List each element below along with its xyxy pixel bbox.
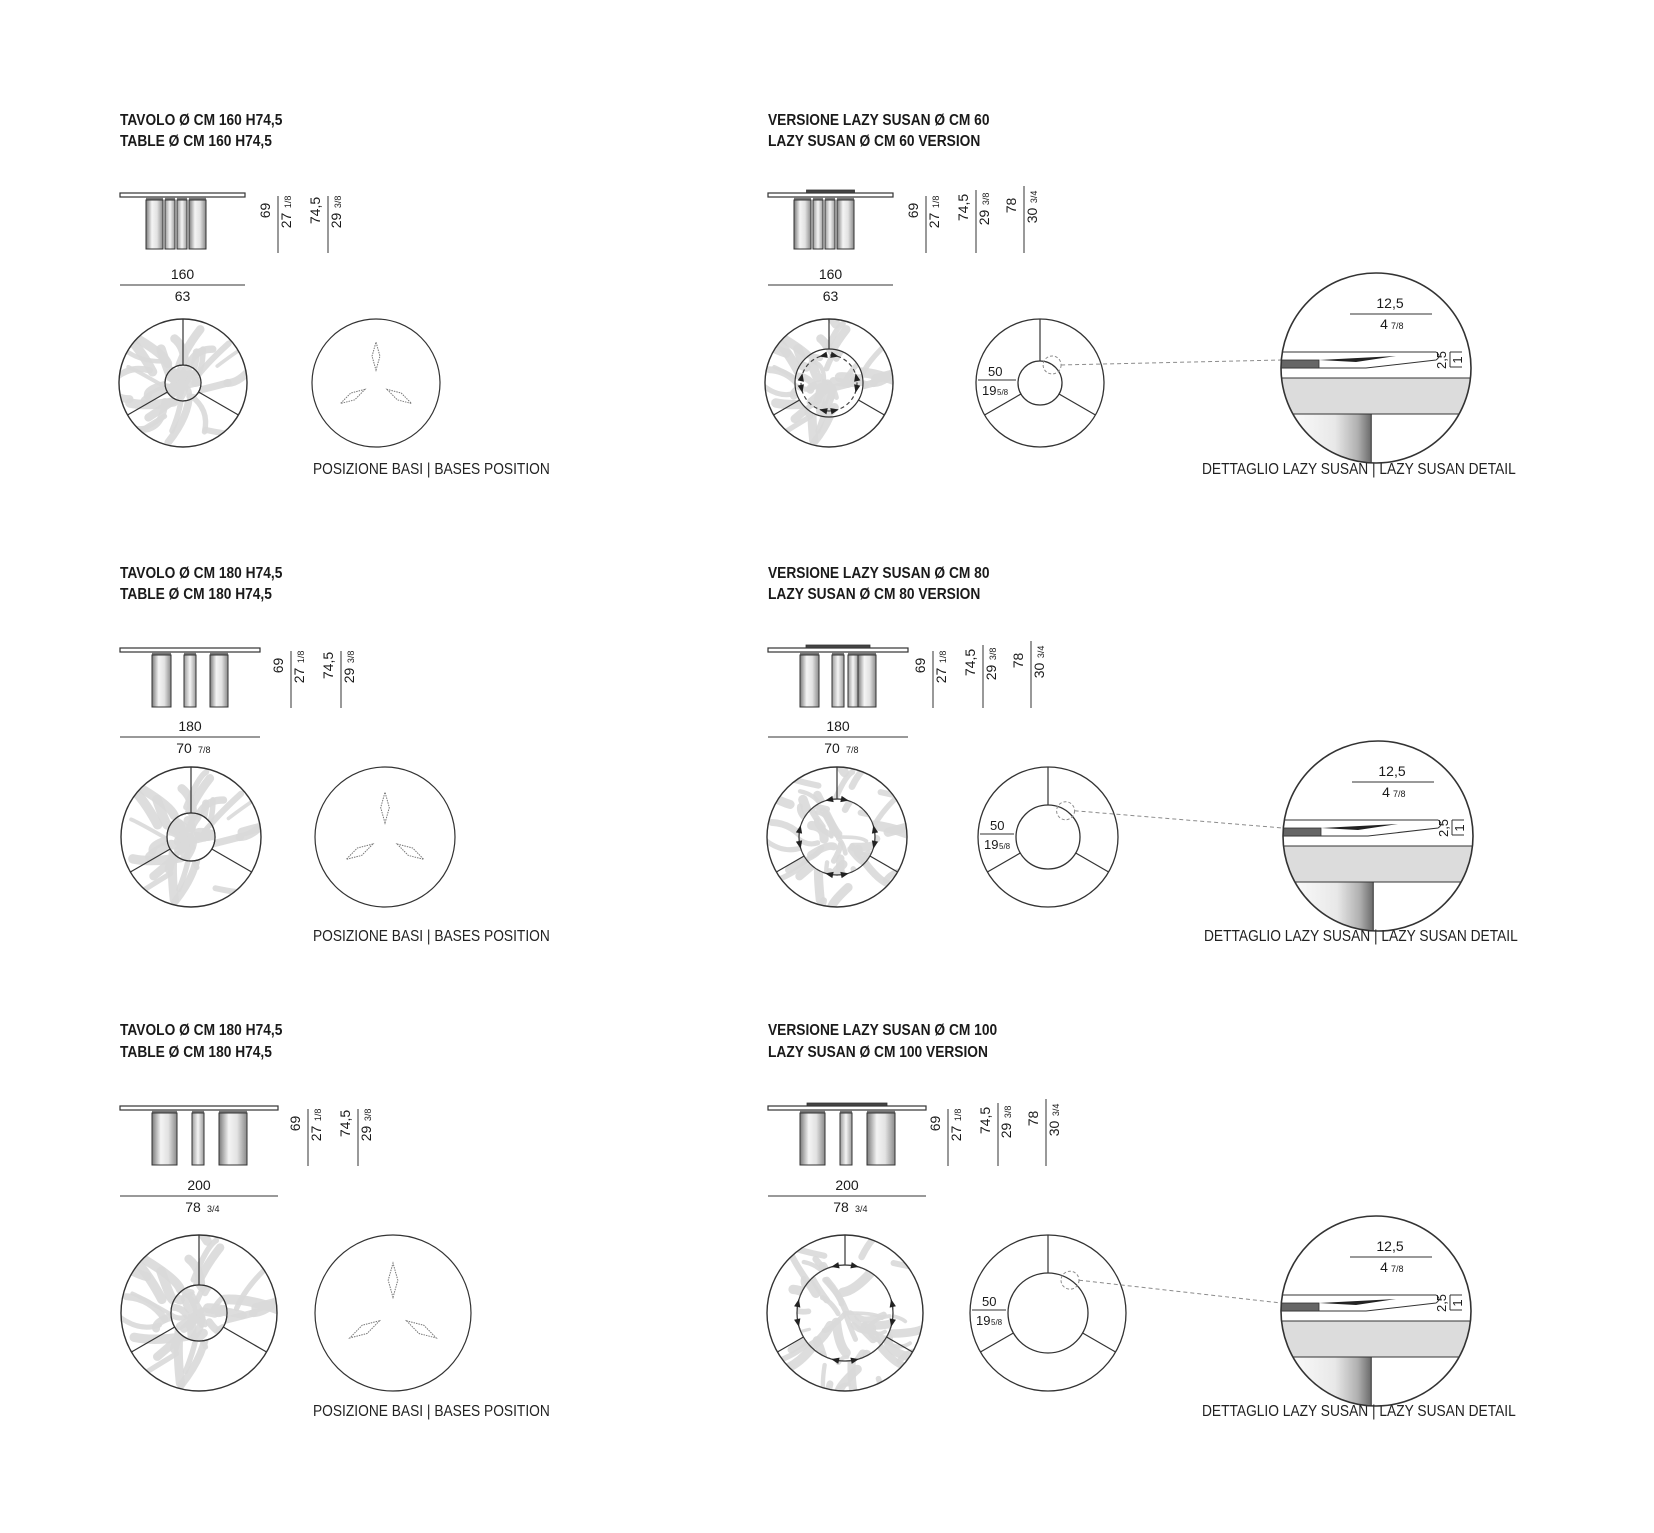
table-drawing-1 [87, 193, 440, 447]
height-total-dimension-in-value: 29 [983, 664, 999, 681]
detail-height-in: 1 [1452, 824, 1467, 832]
height-total-dimension-in [328, 196, 344, 229]
base-column [177, 200, 187, 249]
width-dimension-in-value: 63 [174, 288, 191, 304]
height-total-dimension-in-fraction: 3/8 [988, 647, 998, 661]
height-total-dimension-in [358, 1109, 374, 1142]
detail-height-cm: 2,5 [1434, 350, 1449, 370]
table-plan-view [101, 1213, 319, 1391]
table-outline-circle [315, 767, 455, 907]
height-top-dimension-in-fraction: 1/8 [283, 195, 293, 209]
detail-height-in-group [1450, 1299, 1465, 1306]
height-ls-dimension-in-fraction: 3/4 [1029, 190, 1039, 204]
offset-cm: 50 [982, 1294, 997, 1309]
table-plan-view [87, 319, 257, 447]
lazy-susan-plan-view [749, 301, 928, 447]
ring-inner [1008, 1273, 1088, 1353]
height-top-dimension-in-value: 27 [291, 667, 307, 684]
height-ls-dimension-in-fraction: 3/4 [1051, 1103, 1061, 1117]
height-total-dimension-in [976, 193, 992, 226]
ls-3-caption: DETTAGLIO LAZY SUSAN | LAZY SUSAN DETAIL [1202, 1403, 1516, 1420]
height-ls-dimension-cm [1010, 653, 1026, 669]
height-top-dimension-in [308, 1109, 324, 1142]
width-dimension-cm: 160 [170, 266, 195, 282]
offset-cm: 50 [988, 364, 1003, 379]
base-column [858, 655, 876, 707]
base-column [840, 1113, 852, 1165]
ls-2-title-en: LAZY SUSAN Ø CM 80 VERSION [768, 586, 981, 603]
height-top-dimension-in-fraction: 1/8 [313, 1108, 323, 1122]
height-total-dimension-in-value: 29 [358, 1125, 374, 1142]
table-top-edge [768, 648, 908, 652]
height-ls-dimension-cm [1025, 1111, 1041, 1127]
ls-1-title-it: VERSIONE LAZY SUSAN Ø CM 60 [768, 112, 990, 129]
height-ls-dimension-in-fraction: 3/4 [1036, 645, 1046, 659]
height-total-dimension-cm [307, 197, 323, 224]
table-1-caption: POSIZIONE BASI | BASES POSITION [313, 461, 550, 478]
height-top-dimension-in-fraction: 1/8 [931, 195, 941, 209]
height-top-dimension-in-value: 27 [948, 1125, 964, 1142]
ls-2-title-it: VERSIONE LAZY SUSAN Ø CM 80 [768, 565, 990, 582]
height-total-dimension-in-fraction: 3/8 [1003, 1105, 1013, 1119]
table-3-caption: POSIZIONE BASI | BASES POSITION [313, 1403, 550, 1420]
width-dimension-in-value: 78 [185, 1199, 201, 1215]
detail-width-in: 4 [1382, 784, 1390, 800]
detail-height-in: 1 [1450, 1299, 1465, 1307]
base-column [800, 1113, 825, 1165]
detail-height-cm-group [1436, 819, 1451, 837]
height-top-dimension-in-fraction: 1/8 [296, 650, 306, 664]
detail-height-cm-group [1434, 351, 1449, 369]
height-total-dimension-cm-value: 74,5 [337, 1109, 353, 1138]
ls-1-caption: DETTAGLIO LAZY SUSAN | LAZY SUSAN DETAIL [1202, 461, 1516, 478]
height-total-dimension-in-value: 29 [998, 1122, 1014, 1139]
base-column [152, 655, 171, 707]
height-total-dimension-in-fraction: 3/8 [346, 650, 356, 664]
width-dimension-in [833, 1199, 867, 1215]
offset-in: 19 [976, 1313, 991, 1328]
height-top-dimension-in [278, 196, 294, 229]
table-2-title-it: TAVOLO Ø CM 180 H74,5 [120, 565, 283, 582]
width-dimension-in [185, 1199, 219, 1215]
width-dimension-in-fraction: 3/4 [855, 1204, 868, 1214]
detail-width-cm: 12,5 [1376, 1238, 1404, 1254]
height-top-dimension-cm [927, 1116, 943, 1132]
base-column [867, 1113, 895, 1165]
detail-content [1283, 820, 1473, 977]
offset-in: 19 [984, 837, 999, 852]
lazy-susan-plan-view [761, 1220, 946, 1429]
height-total-dimension-in [983, 648, 999, 681]
offset-in-fraction: 5/8 [999, 842, 1011, 851]
width-dimension-cm: 180 [178, 718, 202, 734]
height-top-dimension-in [933, 651, 949, 684]
detail-width-in: 4 [1380, 316, 1388, 332]
ring-inner [1018, 361, 1062, 405]
bearing-section [1281, 360, 1319, 368]
base-column [794, 200, 811, 249]
width-dimension-in [823, 288, 839, 304]
offset-in: 19 [982, 383, 997, 398]
detail-width-in-fraction: 7/8 [1391, 1264, 1404, 1274]
tabletop-section [1281, 378, 1471, 414]
height-ls-dimension-cm-value: 78 [1025, 1110, 1041, 1127]
detail-height-in-group [1452, 824, 1467, 831]
detail-width-cm: 12,5 [1378, 763, 1406, 779]
detail-width-in-fraction: 7/8 [1391, 321, 1404, 331]
height-total-dimension-cm [962, 649, 978, 676]
offset-in-fraction: 5/8 [997, 388, 1009, 397]
height-ls-dimension-in-value: 30 [1046, 1120, 1062, 1137]
offset-in-fraction: 5/8 [991, 1318, 1003, 1327]
height-total-dimension-cm [977, 1107, 993, 1134]
detail-height-cm-group [1434, 1294, 1449, 1312]
height-top-dimension-cm-value: 69 [257, 202, 273, 219]
height-top-dimension-in-value: 27 [308, 1125, 324, 1142]
height-total-dimension-cm [955, 194, 971, 221]
width-dimension-cm: 160 [818, 266, 843, 282]
table-top-edge [768, 193, 893, 197]
height-total-dimension-in [998, 1106, 1014, 1139]
table-top-edge [120, 193, 245, 197]
detail-width-in-fraction: 7/8 [1393, 789, 1406, 799]
table-drawing-2 [120, 648, 455, 907]
height-total-dimension-cm [320, 652, 336, 679]
ring-inner [1016, 805, 1080, 869]
base-column [837, 200, 854, 249]
table-2-caption: POSIZIONE BASI | BASES POSITION [313, 928, 550, 945]
detail-height-cm: 2,5 [1434, 1293, 1449, 1313]
lazy-susan-detail [1281, 273, 1471, 509]
width-dimension-cm: 200 [835, 1177, 859, 1193]
ls-3-title-en: LAZY SUSAN Ø CM 100 VERSION [768, 1044, 988, 1061]
width-dimension-in [175, 288, 191, 304]
height-total-dimension-cm-value: 74,5 [977, 1106, 993, 1135]
height-top-dimension-in [291, 651, 307, 684]
detail-width-cm: 12,5 [1376, 295, 1404, 311]
tabletop-section [1283, 846, 1473, 882]
base-column [152, 1113, 177, 1165]
height-total-dimension-in-value: 29 [976, 209, 992, 226]
bearing-section [1281, 1303, 1319, 1311]
width-dimension-in-value: 70 [176, 740, 192, 756]
lazy-susan-drawing-1 [749, 186, 1471, 509]
lazy-susan-edge [807, 1103, 887, 1106]
table-plan-view [121, 767, 299, 907]
width-dimension-in-value: 70 [824, 740, 840, 756]
height-ls-dimension-in [1024, 191, 1040, 224]
width-dimension-in-value: 63 [822, 288, 839, 304]
lazy-susan-drawing-2 [749, 641, 1473, 977]
height-top-dimension-cm [912, 658, 928, 674]
height-top-dimension-cm-value: 69 [287, 1115, 303, 1132]
height-ls-dimension-in [1031, 646, 1047, 679]
table-3-title-en: TABLE Ø CM 180 H74,5 [120, 1044, 272, 1061]
height-ls-dimension-cm [1003, 198, 1019, 214]
base-column [848, 655, 858, 707]
base-column [219, 1113, 247, 1165]
table-1-title-it: TAVOLO Ø CM 160 H74,5 [120, 112, 283, 129]
base-column [813, 200, 823, 249]
height-ls-dimension-cm-value: 78 [1010, 652, 1026, 669]
height-top-dimension-cm [270, 658, 286, 674]
ls-1-title-en: LAZY SUSAN Ø CM 60 VERSION [768, 133, 981, 150]
lazy-susan-ring-plan [976, 319, 1281, 447]
height-total-dimension-in-fraction: 3/8 [363, 1108, 373, 1122]
height-total-dimension-cm-value: 74,5 [955, 193, 971, 222]
height-ls-dimension-in [1046, 1104, 1062, 1137]
width-dimension-in-fraction: 3/4 [207, 1204, 220, 1214]
height-top-dimension-in-value: 27 [278, 212, 294, 229]
base-column [184, 655, 196, 707]
base-column [146, 200, 163, 249]
detail-width-in: 4 [1380, 1259, 1388, 1275]
table-outline-circle [312, 319, 440, 447]
height-top-dimension-cm-value: 69 [927, 1115, 943, 1132]
detail-height-cm: 2,5 [1436, 818, 1451, 838]
base-column [192, 1113, 204, 1165]
base-column [800, 655, 819, 707]
offset-cm: 50 [990, 818, 1005, 833]
lazy-susan-ring-plan [970, 1235, 1281, 1391]
detail-content [1281, 1295, 1471, 1452]
height-total-dimension-in-value: 29 [341, 667, 357, 684]
height-top-dimension-cm [287, 1116, 303, 1132]
width-dimension-in [176, 740, 210, 756]
height-top-dimension-in-fraction: 1/8 [953, 1108, 963, 1122]
height-total-dimension-in-fraction: 3/8 [333, 195, 343, 209]
height-top-dimension-in-value: 27 [926, 212, 942, 229]
detail-content [1281, 352, 1471, 509]
table-3-title-it: TAVOLO Ø CM 180 H74,5 [120, 1022, 283, 1039]
table-top-edge [120, 1106, 278, 1110]
height-top-dimension-cm [257, 203, 273, 219]
base-column [210, 655, 228, 707]
width-dimension-in [824, 740, 858, 756]
width-dimension-in-value: 78 [833, 1199, 849, 1215]
base-column [825, 200, 835, 249]
height-total-dimension-in-fraction: 3/8 [981, 192, 991, 206]
width-dimension-in-fraction: 7/8 [846, 745, 859, 755]
base-column [165, 200, 175, 249]
base-column [832, 655, 844, 707]
table-outline-circle [315, 1235, 471, 1391]
width-dimension-in-fraction: 7/8 [198, 745, 211, 755]
width-dimension-cm: 180 [826, 718, 850, 734]
lazy-susan-detail [1283, 741, 1473, 977]
lazy-susan-edge [806, 645, 870, 648]
height-total-dimension-cm-value: 74,5 [320, 651, 336, 680]
height-top-dimension-cm-value: 69 [905, 202, 921, 219]
height-total-dimension-in-value: 29 [328, 212, 344, 229]
lazy-susan-plan-view [749, 748, 945, 923]
height-ls-dimension-in-value: 30 [1024, 207, 1040, 224]
height-top-dimension-cm [905, 203, 921, 219]
lazy-susan-edge [807, 190, 855, 193]
height-total-dimension-cm-value: 74,5 [962, 648, 978, 677]
width-dimension-cm: 200 [187, 1177, 211, 1193]
height-ls-dimension-cm-value: 78 [1003, 197, 1019, 214]
height-total-dimension-cm [337, 1110, 353, 1137]
table-2-title-en: TABLE Ø CM 180 H74,5 [120, 586, 272, 603]
tabletop-section [1281, 1321, 1471, 1357]
bearing-section [1283, 828, 1321, 836]
table-drawing-3 [101, 1106, 471, 1391]
height-top-dimension-cm-value: 69 [912, 657, 928, 674]
height-top-dimension-cm-value: 69 [270, 657, 286, 674]
lazy-susan-drawing-3 [761, 1099, 1471, 1452]
table-1-title-en: TABLE Ø CM 160 H74,5 [120, 133, 272, 150]
detail-height-in-group [1450, 356, 1465, 363]
table-top-edge [768, 1106, 926, 1110]
height-top-dimension-in-fraction: 1/8 [938, 650, 948, 664]
detail-height-in: 1 [1450, 356, 1465, 364]
height-top-dimension-in-value: 27 [933, 667, 949, 684]
lazy-susan-detail [1281, 1216, 1471, 1452]
height-total-dimension-cm-value: 74,5 [307, 196, 323, 225]
height-total-dimension-in [341, 651, 357, 684]
base-column [189, 200, 206, 249]
height-top-dimension-in [948, 1109, 964, 1142]
height-ls-dimension-in-value: 30 [1031, 662, 1047, 679]
ls-3-title-it: VERSIONE LAZY SUSAN Ø CM 100 [768, 1022, 998, 1039]
ls-2-caption: DETTAGLIO LAZY SUSAN | LAZY SUSAN DETAIL [1204, 928, 1518, 945]
lazy-susan-ring-plan [978, 767, 1283, 907]
height-top-dimension-in [926, 196, 942, 229]
table-top-edge [120, 648, 260, 652]
